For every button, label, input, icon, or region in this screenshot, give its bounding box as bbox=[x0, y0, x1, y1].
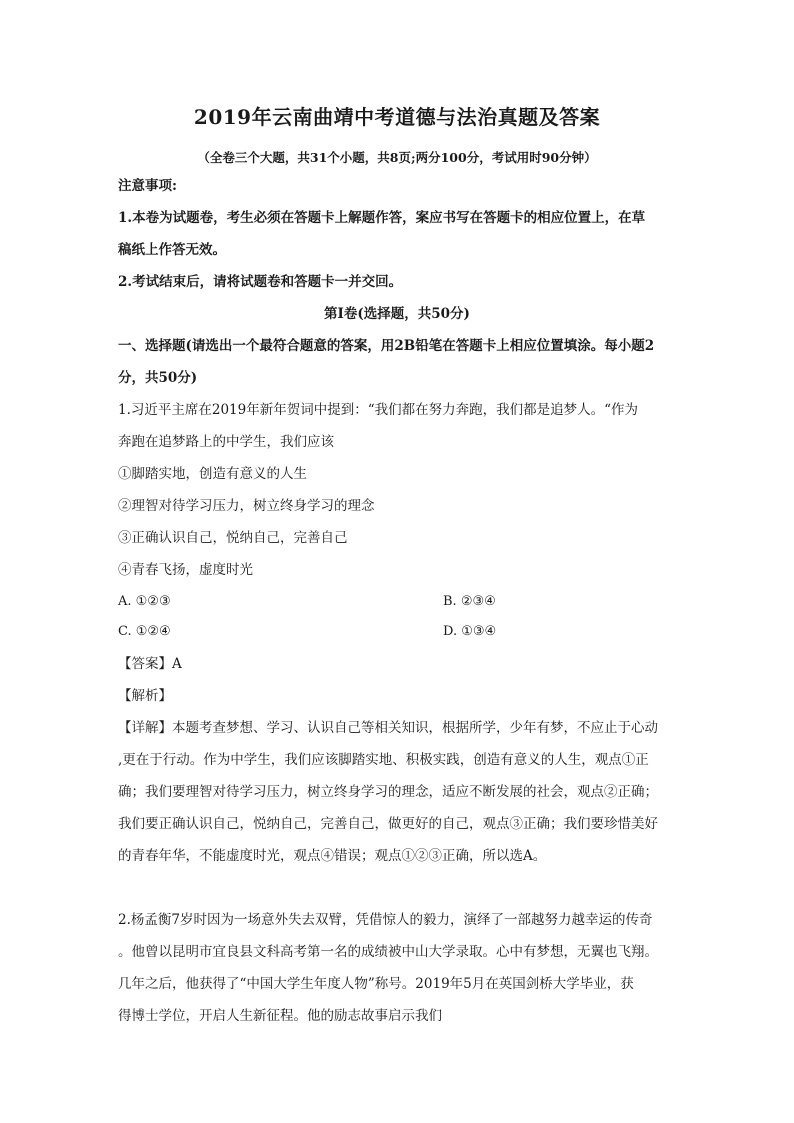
question-2-line-4: 得博士学位，开启人生新征程。他的励志故事启示我们 bbox=[118, 1008, 442, 1024]
part-one-heading-cont: 分，共50分) bbox=[118, 370, 198, 386]
notice-item-1-cont: 稿纸上作答无效。 bbox=[118, 242, 226, 258]
detail-line-1 bbox=[118, 718, 678, 738]
section-title: 第Ⅰ卷(选择题，共50分) bbox=[324, 306, 470, 322]
option-d: D. ①③④ bbox=[443, 624, 497, 639]
detail-line-3: 确；我们要理智对待学习压力，树立终身学习的理念，适应不断发展的社会，观点②正确； bbox=[118, 784, 658, 800]
notice-item-2: 2.考试结束后，请将试题卷和答题卡一并交回。 bbox=[118, 274, 403, 290]
exam-subtitle: （全卷三个大题，共31个小题，共8页;两分100分，考试用时90分钟） bbox=[197, 150, 597, 165]
option-c: C. ①②④ bbox=[118, 624, 171, 639]
statement-1: ①脚踏实地，创造有意义的人生 bbox=[118, 466, 307, 482]
option-b: B. ②③④ bbox=[443, 594, 496, 609]
page-title: 2019年云南曲靖中考道德与法治真题及答案 bbox=[193, 105, 601, 129]
detail-text-1: 本题考查梦想、学习、认识自己等相关知识，根据所学，少年有梦，不应止于心动 bbox=[172, 720, 658, 736]
notice-item-1: 1.本卷为试题卷，考生必须在答题卡上解题作答，案应书写在答题卡的相应位置上，在草 bbox=[118, 210, 646, 226]
detail-line-4: 我们要正确认识自己，悦纳自己，完善自己，做更好的自己，观点③正确；我们要珍惜美好 bbox=[118, 816, 658, 832]
notice-heading: 注意事项: bbox=[118, 178, 177, 194]
question-2-line-2: 。他曾以昆明市宜良县文科高考第一名的成绩被中山大学录取。心中有梦想，无翼也飞翔。 bbox=[118, 944, 658, 960]
statement-3: ③正确认识自己，悦纳自己，完善自己 bbox=[118, 530, 348, 546]
detail-line-2: ,更在于行动。作为中学生，我们应该脚踏实地、积极实践，创造有意义的人生，观点①正 bbox=[118, 752, 649, 768]
question-2-line-1: 2.杨孟衡7岁时因为一场意外失去双臂，凭借惊人的毅力，演绎了一部越努力越幸运的传奇 bbox=[118, 912, 653, 928]
part-one-heading: 一、选择题(请选出一个最符合题意的答案，用2B铅笔在答题卡上相应位置填涂。每小题2 bbox=[118, 338, 655, 354]
answer-value: A bbox=[172, 656, 182, 672]
statement-4: ④青春飞扬，虚度时光 bbox=[118, 562, 253, 578]
question-1-stem-cont: 奔跑在追梦路上的中学生，我们应该 bbox=[118, 434, 334, 450]
option-a: A. ①②③ bbox=[118, 594, 171, 609]
analysis-label: 【解析】 bbox=[118, 688, 172, 704]
detail-label: 【详解】 bbox=[118, 720, 172, 736]
statement-2: ②理智对待学习压力，树立终身学习的理念 bbox=[118, 498, 375, 514]
detail-line-5: 的青春年华，不能虚度时光，观点④错误；观点①②③正确，所以选A。 bbox=[118, 848, 547, 864]
answer-row bbox=[118, 654, 678, 674]
question-1-stem: 1.习近平主席在2019年新年贺词中提到：“我们都在努力奔跑，我们都是追梦人。“作为 bbox=[118, 402, 639, 418]
question-2-line-3: 几年之后，他获得了“中国大学生年度人物”称号。2019年5月在英国剑桥大学毕业，获 bbox=[118, 976, 634, 992]
answer-label: 【答案】 bbox=[118, 656, 172, 672]
